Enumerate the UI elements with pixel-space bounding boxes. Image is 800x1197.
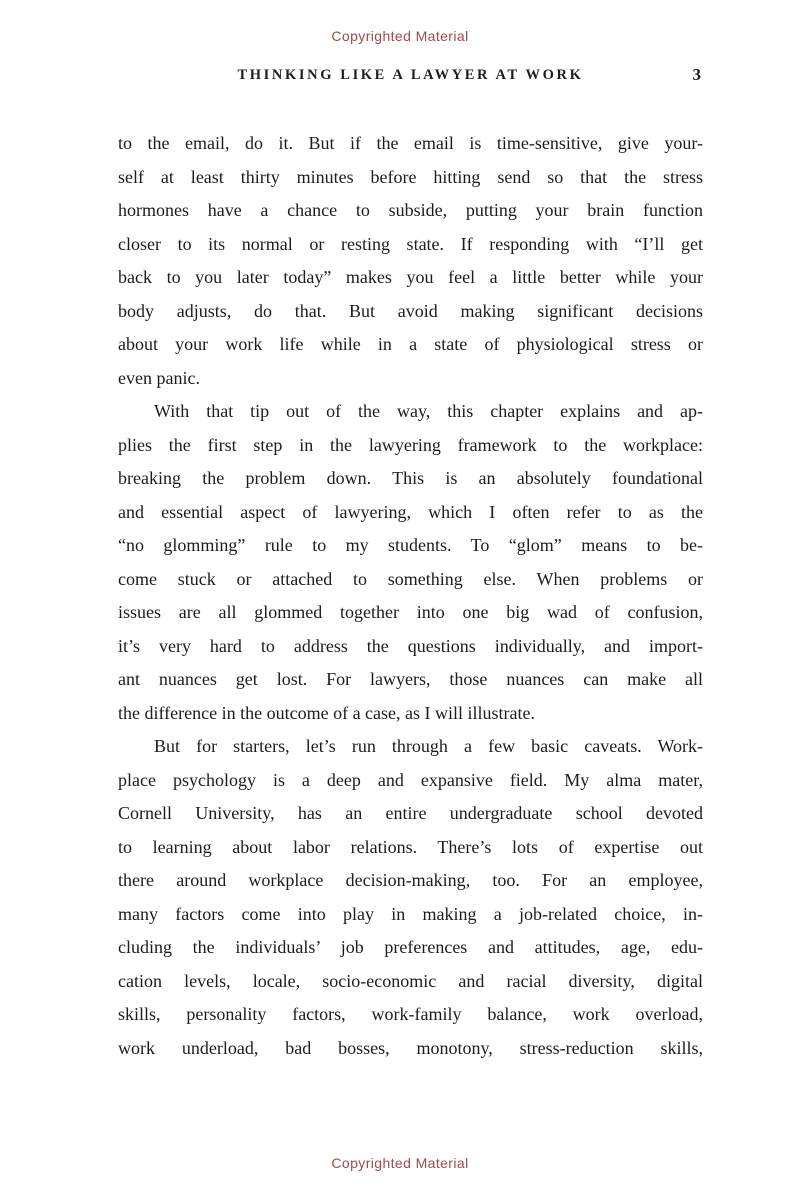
text-line: to learning about labor relations. There’s lots of expertise out	[118, 836, 703, 857]
paragraph	[118, 730, 703, 1065]
text-line: cluding the individuals’ job preferences and attitudes, age, edu-	[118, 937, 703, 957]
body-text	[118, 127, 703, 1065]
paragraph	[118, 395, 703, 730]
text-line: breaking the problem down. This is an absolutely foundational	[118, 468, 703, 488]
text-line: skills, personality factors, work-family balance, work overload,	[118, 1004, 703, 1024]
text-line: “no glomming” rule to my students. To “glom” means to be-	[118, 535, 703, 555]
text-line: the difference in the outcome of a case, as I will illustrate.	[118, 702, 536, 723]
text-line: it’s very hard to address the questions individually, and import-	[118, 635, 703, 656]
text-line: cation levels, locale, socio-economic and racial diversity, digital	[118, 970, 703, 991]
text-line: many factors come into play in making a job-related choice, in-	[118, 903, 703, 924]
text-line: body adjusts, do that. But avoid making significant decisions	[118, 300, 703, 321]
text-line: and essential aspect of lawyering, which I often refer to as the	[118, 501, 703, 522]
text-line: to the email, do it. But if the email is time-sensitive, give your-	[118, 133, 703, 153]
text-line: Cornell University, has an entire undergraduate school devoted	[118, 803, 703, 823]
copyright-notice-top: Copyrighted Material	[331, 28, 469, 44]
text-line: even panic.	[118, 367, 200, 388]
running-header-title: THINKING LIKE A LAWYER AT WORK	[237, 67, 584, 83]
text-line: With that tip out of the way, this chapter explains and ap-	[154, 401, 703, 421]
copyright-notice-bottom: Copyrighted Material	[331, 1155, 469, 1171]
text-line: place psychology is a deep and expansive field. My alma mater,	[118, 769, 703, 790]
text-line: hormones have a chance to subside, putting your brain function	[118, 200, 703, 220]
text-line: closer to its normal or resting state. If responding with “I’ll get	[118, 233, 703, 254]
text-line: there around workplace decision-making, too. For an employee,	[118, 870, 703, 890]
text-line: But for starters, let’s run through a few basic caveats. Work-	[154, 736, 703, 756]
running-header	[118, 67, 703, 89]
text-line: issues are all glommed together into one big wad of confusion,	[118, 602, 703, 622]
text-line: ant nuances get lost. For lawyers, those nuances can make all	[118, 669, 703, 689]
text-line: come stuck or attached to something else. When problems or	[118, 568, 703, 589]
text-line: self at least thirty minutes before hitting send so that the stress	[118, 166, 703, 187]
paragraph	[118, 127, 703, 395]
text-line: work underload, bad bosses, monotony, stress-reduction skills,	[118, 1037, 703, 1058]
text-line: about your work life while in a state of physiological stress or	[118, 334, 703, 354]
text-line: back to you later today” makes you feel a little better while your	[118, 267, 703, 287]
page-number: 3	[692, 65, 701, 84]
text-line: plies the first step in the lawyering framework to the workplace:	[118, 434, 703, 455]
